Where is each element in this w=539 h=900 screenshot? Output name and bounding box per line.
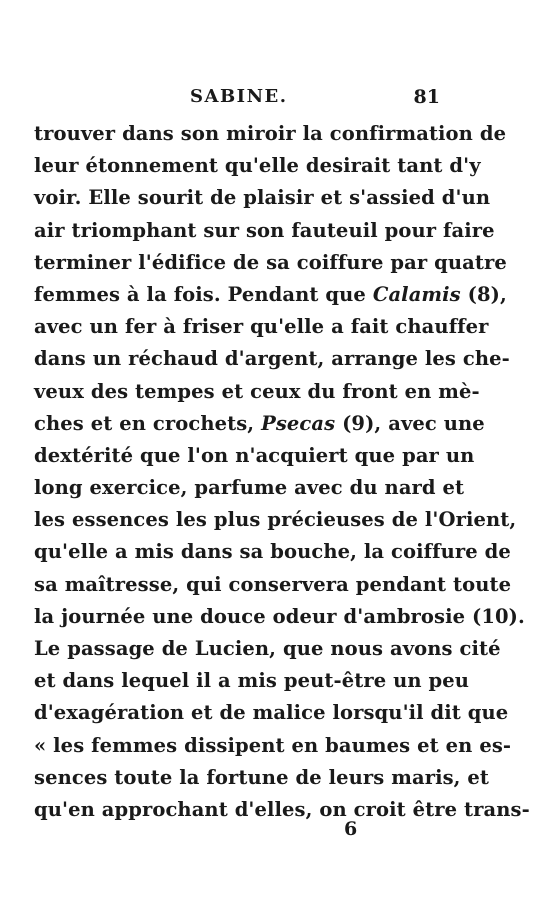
text-line: femmes à la fois. Pendant que Calamis (8), <box>34 282 507 306</box>
running-title: SABINE. <box>190 86 288 107</box>
text-line: dextérité que l'on n'acquiert que par un <box>34 443 475 467</box>
text-line: veux des tempes et ceux du front en mè- <box>34 379 480 403</box>
signature-mark: 6 <box>344 818 358 840</box>
text-line: qu'elle a mis dans sa bouche, la coiffure de <box>34 540 511 564</box>
text-line: air triomphant sur son fauteuil pour faire <box>34 218 495 242</box>
italic-name: Calamis <box>372 282 461 306</box>
text-line: d'exagération et de malice lorsqu'il dit que <box>34 701 509 725</box>
text-line: ches et en crochets, Psecas (9), avec une <box>34 411 485 435</box>
text-line: la journée une douce odeur d'ambrosie (10). <box>34 604 525 628</box>
text-line: sa maîtresse, qui conservera pendant toute <box>34 572 512 596</box>
body-text <box>34 118 530 826</box>
text-line: qu'en approchant d'elles, on croit être trans- <box>34 797 530 821</box>
text-line: sences toute la fortune de leurs maris, et <box>34 765 490 789</box>
text-line: « les femmes dissipent en baumes et en es- <box>34 733 512 757</box>
text-line: et dans lequel il a mis peut-être un peu <box>34 669 470 693</box>
text-line: terminer l'édifice de sa coiffure par quatre <box>34 250 507 274</box>
text-line: long exercice, parfume avec du nard et <box>34 476 465 500</box>
text-line: trouver dans son miroir la confirmation de <box>34 122 507 145</box>
text-line: Le passage de Lucien, que nous avons cité <box>34 637 501 660</box>
text-line: dans un réchaud d'argent, arrange les che- <box>34 347 510 371</box>
text-line: les essences les plus précieuses de l'Orient, <box>34 508 517 532</box>
text-line: avec un fer à friser qu'elle a fait chauffer <box>34 315 489 339</box>
running-head <box>30 86 440 112</box>
italic-name: Psecas <box>261 411 336 435</box>
page-number: 81 <box>413 86 440 108</box>
text-line: leur étonnement qu'elle desirait tant d'y <box>34 154 481 178</box>
text-line: voir. Elle sourit de plaisir et s'assied d'un <box>34 186 491 210</box>
